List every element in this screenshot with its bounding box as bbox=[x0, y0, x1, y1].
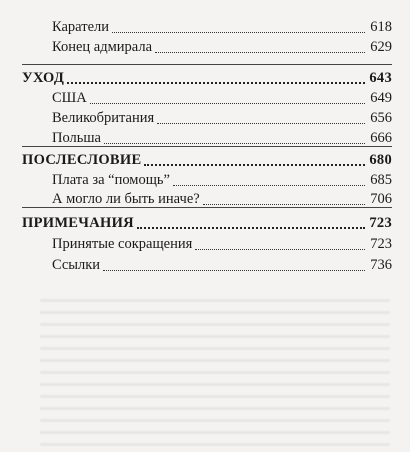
toc-entry-page: 736 bbox=[370, 257, 392, 273]
leader-dots bbox=[112, 32, 365, 33]
toc-section-page: 680 bbox=[369, 152, 392, 168]
section-rule bbox=[22, 64, 392, 65]
toc-entry-title: Конец адмирала bbox=[52, 39, 153, 55]
toc-entry-title: Польша bbox=[52, 130, 101, 146]
toc-entry-page: 723 bbox=[370, 236, 392, 252]
toc-entry[interactable] bbox=[22, 190, 392, 208]
leader-dots bbox=[67, 82, 365, 84]
toc-entry-page: 649 bbox=[370, 90, 392, 106]
toc-section-heading[interactable] bbox=[22, 214, 392, 232]
toc-entry-title: Каратели bbox=[52, 19, 109, 35]
toc-section-page: 723 bbox=[369, 215, 392, 231]
toc-entry-title: Плата за “помощь” bbox=[52, 172, 170, 188]
toc-section-title: УХОД bbox=[22, 70, 65, 86]
toc-section-heading[interactable] bbox=[22, 151, 392, 169]
toc-entry-title: Ссылки bbox=[52, 257, 101, 273]
toc-section-title: ПОСЛЕСЛОВИЕ bbox=[22, 152, 142, 168]
toc-section-heading[interactable] bbox=[22, 69, 392, 87]
toc-entry[interactable] bbox=[22, 129, 392, 147]
leader-dots bbox=[104, 143, 365, 144]
toc-section-title: ПРИМЕЧАНИЯ bbox=[22, 215, 134, 231]
toc-entry-title: А могло ли быть иначе? bbox=[52, 191, 200, 207]
leader-dots bbox=[137, 227, 365, 229]
leader-dots bbox=[195, 249, 365, 250]
toc-entry-page: 706 bbox=[370, 191, 392, 207]
toc-entry-page: 666 bbox=[370, 130, 392, 146]
leader-dots bbox=[144, 164, 365, 166]
toc-entry[interactable] bbox=[22, 89, 392, 107]
toc-entry[interactable] bbox=[22, 256, 392, 274]
leader-dots bbox=[173, 185, 365, 186]
toc-entry-title: США bbox=[52, 90, 87, 106]
toc-entry-title: Великобритания bbox=[52, 110, 155, 126]
leader-dots bbox=[155, 52, 365, 53]
leader-dots bbox=[90, 103, 365, 104]
toc-entry-page: 629 bbox=[370, 39, 392, 55]
toc-entry-title: Принятые сокращения bbox=[52, 236, 193, 252]
page-bleed-through bbox=[40, 290, 390, 450]
toc-entry-page: 685 bbox=[370, 172, 392, 188]
toc-section-page: 643 bbox=[369, 70, 392, 86]
leader-dots bbox=[157, 123, 365, 124]
toc-entry[interactable] bbox=[22, 235, 392, 253]
toc-entry-page: 656 bbox=[370, 110, 392, 126]
leader-dots bbox=[203, 204, 365, 205]
toc-entry[interactable] bbox=[22, 109, 392, 127]
toc-entry[interactable] bbox=[22, 171, 392, 189]
leader-dots bbox=[103, 270, 365, 271]
toc-entry[interactable] bbox=[22, 38, 392, 56]
toc-entry-page: 618 bbox=[370, 19, 392, 35]
toc-entry[interactable] bbox=[22, 18, 392, 36]
